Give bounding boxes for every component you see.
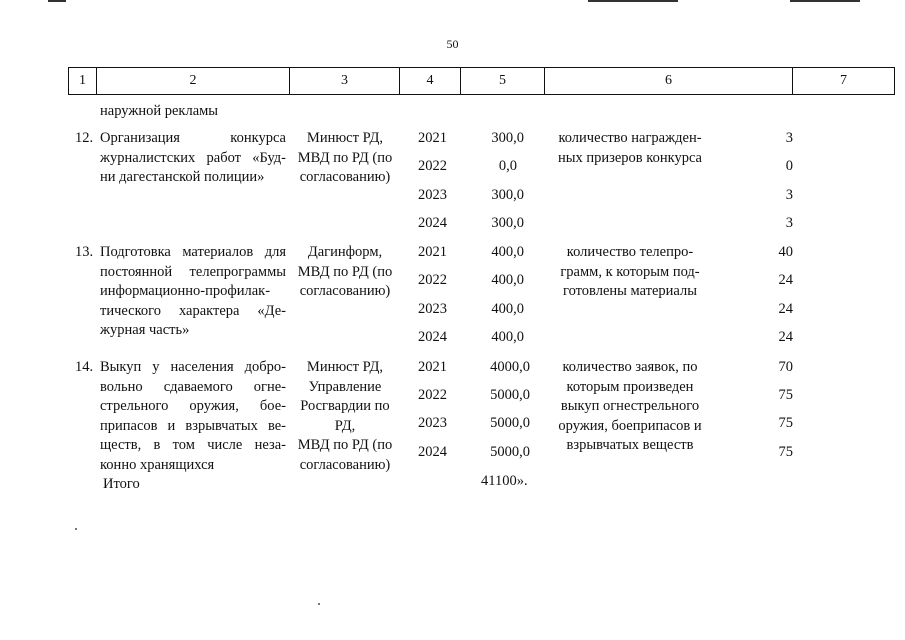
- header-col-7: 7: [793, 68, 895, 95]
- row-year: 2024: [418, 444, 447, 460]
- row-year: 2021: [418, 359, 447, 375]
- row-year: 2022: [418, 387, 447, 403]
- row-amount: 400,0: [491, 329, 524, 345]
- row-amount: 4000,0: [490, 359, 530, 375]
- row-number: 13.: [75, 244, 94, 260]
- row-value: 75: [778, 415, 793, 431]
- row-amount: 400,0: [491, 301, 524, 317]
- scan-edge-left: [48, 0, 66, 2]
- header-col-4: 4: [400, 68, 461, 95]
- row-year: 2023: [418, 415, 447, 431]
- row-value: 24: [778, 272, 793, 288]
- row-year: 2021: [418, 130, 447, 146]
- row-number: 14.: [75, 359, 94, 375]
- row-value: 40: [778, 244, 793, 260]
- column-header-table: [68, 67, 895, 95]
- row-year: 2023: [418, 187, 447, 203]
- header-col-6: 6: [545, 68, 793, 95]
- row-indicator: количество телепро- грамм, к которым под- готовлены материалы: [560, 244, 700, 299]
- row-year: 2021: [418, 244, 447, 260]
- scan-speck: [75, 528, 77, 530]
- row-amount: 5000,0: [490, 444, 530, 460]
- row-value: 75: [778, 444, 793, 460]
- row-value: 75: [778, 387, 793, 403]
- row-name: Организация конкурса журналистских работ «Буд- ни дагестанской полиции»: [100, 130, 286, 185]
- row-indicator: количество заявок, по которым произведен выкуп огнестрельного оружия, боеприпасов и взрывчатых веществ: [558, 359, 702, 453]
- scan-speck: [318, 603, 320, 605]
- row-amount: 5000,0: [490, 415, 530, 431]
- header-col-3: 3: [290, 68, 400, 95]
- row-amount: 0,0: [498, 158, 517, 174]
- row-executor: Дагинформ, МВД по РД (по согласованию): [297, 244, 393, 299]
- row-year: 2022: [418, 272, 447, 288]
- continuation-text: наружной рекламы: [100, 103, 219, 119]
- row-value: 3: [785, 187, 793, 203]
- row-amount: 300,0: [491, 130, 524, 146]
- row-amount: 400,0: [491, 272, 524, 288]
- total-label: Итого: [103, 476, 140, 492]
- row-executor: Минюст РД, МВД по РД (по согласованию): [297, 130, 393, 185]
- header-col-5: 5: [461, 68, 545, 95]
- row-name: Подготовка материалов для постоянной телепрограммы информационно-профилак- тического характера «Де- журная часть»: [100, 244, 286, 338]
- header-col-2: 2: [97, 68, 290, 95]
- page-number: 50: [446, 37, 459, 51]
- row-value: 24: [778, 301, 793, 317]
- row-amount: 400,0: [491, 244, 524, 260]
- row-value: 24: [778, 329, 793, 345]
- row-value: 70: [778, 359, 793, 375]
- row-number: 12.: [75, 130, 94, 146]
- row-value: 3: [785, 215, 793, 231]
- row-year: 2024: [418, 215, 447, 231]
- row-amount: 300,0: [491, 187, 524, 203]
- row-value: 3: [785, 130, 793, 146]
- row-year: 2023: [418, 301, 447, 317]
- scan-edge-right: [588, 0, 678, 2]
- row-executor: Минюст РД, Управление Росгвардии по РД, МВД по РД (по согласованию): [297, 359, 393, 473]
- row-indicator: количество награжден- ных призеров конкурса: [558, 130, 702, 166]
- header-col-1: 1: [69, 68, 97, 95]
- header-row: [69, 68, 895, 95]
- scan-edge-far-right: [790, 0, 860, 2]
- total-amount: 41100».: [481, 473, 528, 489]
- row-year: 2024: [418, 329, 447, 345]
- row-amount: 5000,0: [490, 387, 530, 403]
- row-name: Выкуп у населения добро- вольно сдаваемого огне- стрельного оружия, бое- припасов и взрывчатых ве- ществ, в том числе неза- конно хранящихся: [100, 359, 286, 473]
- row-value: 0: [785, 158, 793, 174]
- row-amount: 300,0: [491, 215, 524, 231]
- row-year: 2022: [418, 158, 447, 174]
